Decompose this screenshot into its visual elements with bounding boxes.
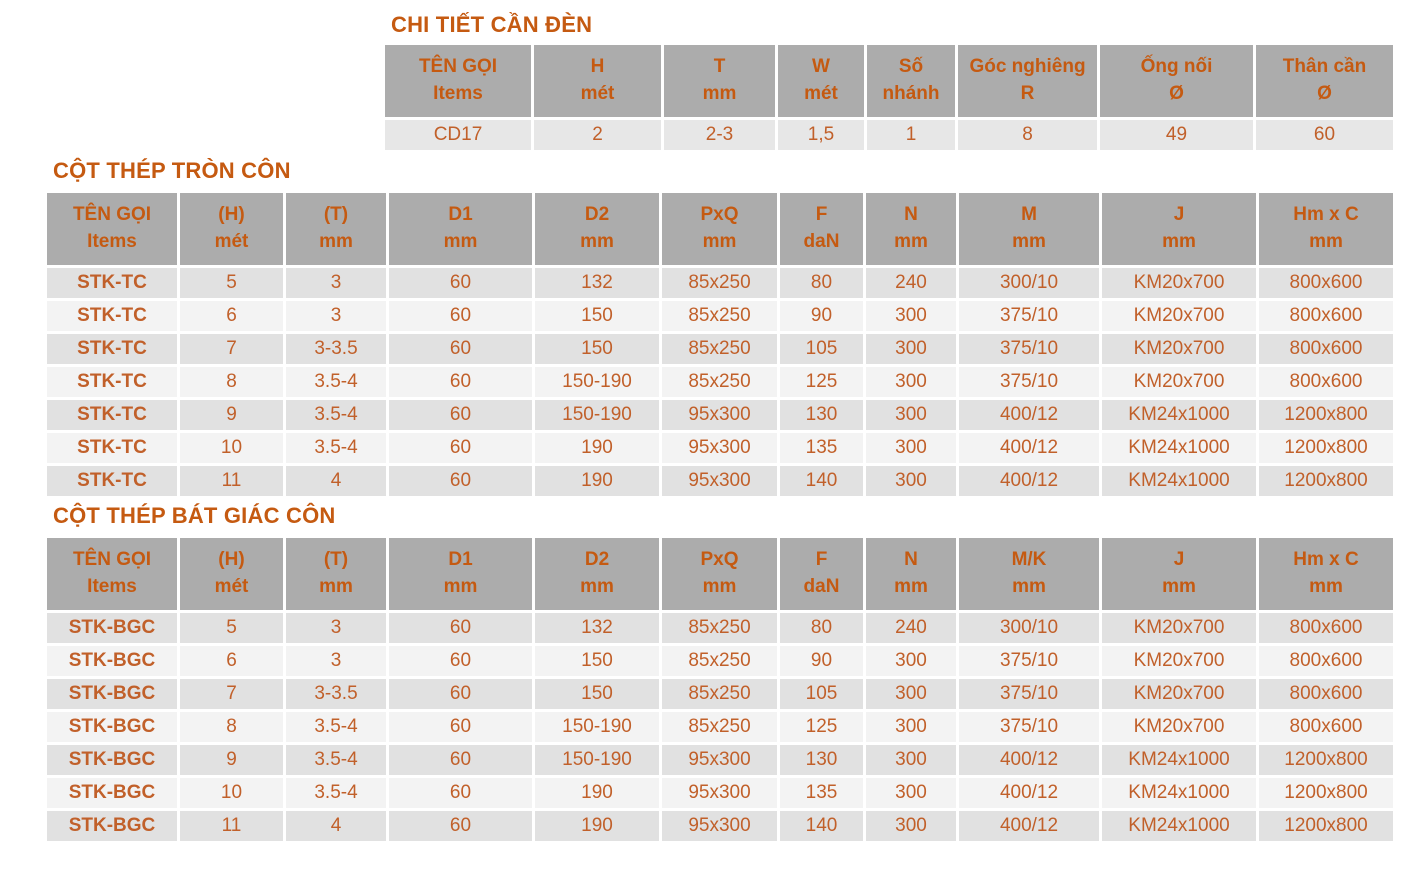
table-cell: 1200x800 [1259,400,1393,430]
table-cell: 60 [389,778,532,808]
table-row [47,334,1393,364]
table-cell: 1200x800 [1259,466,1393,496]
table-cell: 1200x800 [1259,745,1393,775]
section-title-chi-tiet-can-den: CHI TIẾT CẦN ĐÈN [391,12,593,37]
table-cell: 3.5-4 [286,400,386,430]
table-cell: 800x600 [1259,712,1393,742]
table-cell: 4 [286,466,386,496]
table-cell: 85x250 [662,334,777,364]
table-cell: 5 [180,613,283,643]
table-cell: 8 [180,367,283,397]
table-row [47,811,1393,841]
table-cell: 3.5-4 [286,778,386,808]
table-cell: 85x250 [662,367,777,397]
table-cell: 60 [389,301,532,331]
table-cell: STK-TC [47,367,177,397]
header-row [47,538,1393,610]
table-cell: 800x600 [1259,334,1393,364]
table-cell: 3.5-4 [286,712,386,742]
table-cell: KM24x1000 [1102,745,1256,775]
table-cell: 105 [780,334,863,364]
table-cell: 85x250 [662,613,777,643]
column-header: TÊN GỌI Items [47,193,177,265]
table-cell: 800x600 [1259,268,1393,298]
table-cell: 800x600 [1259,646,1393,676]
table-cell: 80 [780,268,863,298]
table-cell: 4 [286,811,386,841]
table-cell: 240 [866,613,956,643]
table-cell: KM20x700 [1102,613,1256,643]
table-cell: 300 [866,778,956,808]
table-cell: 800x600 [1259,679,1393,709]
table-cell: 135 [780,433,863,463]
table-cell: 300 [866,400,956,430]
table-cell: 300 [866,745,956,775]
table-cell: 3.5-4 [286,367,386,397]
table-cell: 800x600 [1259,613,1393,643]
table-cell: 3-3.5 [286,334,386,364]
table-cell: 3 [286,301,386,331]
table-cell: 3 [286,268,386,298]
column-header: N mm [866,193,956,265]
table-cell: 132 [535,268,659,298]
table-cell: 375/10 [959,334,1099,364]
table-cell: 150-190 [535,745,659,775]
table-cell: KM20x700 [1102,646,1256,676]
table-cell: 300 [866,811,956,841]
table-cell: 150 [535,646,659,676]
table-cell: 400/12 [959,433,1099,463]
table-cell: 3-3.5 [286,679,386,709]
column-header: (H) mét [180,538,283,610]
table-row [47,745,1393,775]
column-header: M mm [959,193,1099,265]
table-cell: 150-190 [535,367,659,397]
column-header: D1 mm [389,538,532,610]
column-header: N mm [866,538,956,610]
table-row [47,466,1393,496]
table-cell: 95x300 [662,466,777,496]
column-header: H mét [534,45,661,117]
table-cell: 3 [286,613,386,643]
table-cell: 11 [180,466,283,496]
table-cell: 95x300 [662,745,777,775]
table-row [47,301,1393,331]
table-row [47,433,1393,463]
table-cell: STK-TC [47,433,177,463]
table-cell: 85x250 [662,646,777,676]
table-cell: 300 [866,646,956,676]
table-cell: STK-TC [47,466,177,496]
table-cell: 400/12 [959,811,1099,841]
table-cell: STK-TC [47,334,177,364]
table-cell: 60 [389,400,532,430]
table-row [47,613,1393,643]
column-header: J mm [1102,193,1256,265]
table-cell: 375/10 [959,367,1099,397]
table-cell: KM20x700 [1102,301,1256,331]
section-title-cot-thep-tron-con: CỘT THÉP TRÒN CÔN [53,158,291,183]
header-row [385,45,1393,117]
table-cell: 60 [389,466,532,496]
column-header: M/K mm [959,538,1099,610]
table-cell: KM20x700 [1102,679,1256,709]
table-cell: 140 [780,811,863,841]
table-cell: 150 [535,301,659,331]
round-conical-steel-pole-table [44,190,1396,499]
column-header: (T) mm [286,193,386,265]
table-cell: 9 [180,400,283,430]
column-header: W mét [778,45,864,117]
header-row [47,193,1393,265]
table-cell: KM20x700 [1102,334,1256,364]
table-row [47,367,1393,397]
table-cell: STK-BGC [47,613,177,643]
table-cell: 2-3 [664,120,775,150]
column-header: (H) mét [180,193,283,265]
table-cell: 150-190 [535,400,659,430]
table-row [47,679,1393,709]
table-cell: 130 [780,745,863,775]
table-cell: 130 [780,400,863,430]
column-header: TÊN GỌI Items [385,45,531,117]
table-cell: 85x250 [662,679,777,709]
table-cell: 375/10 [959,301,1099,331]
table-cell: 1 [867,120,955,150]
table-row [47,712,1393,742]
table-cell: 1200x800 [1259,811,1393,841]
table-cell: 125 [780,367,863,397]
table-cell: 6 [180,301,283,331]
table-cell: 800x600 [1259,367,1393,397]
lamp-arm-detail-table [382,42,1396,153]
table-row [385,120,1393,150]
table-cell: 60 [1256,120,1393,150]
table-cell: 125 [780,712,863,742]
table-cell: 60 [389,334,532,364]
table-cell: 150 [535,679,659,709]
table-cell: 190 [535,466,659,496]
table-cell: 135 [780,778,863,808]
table-cell: 9 [180,745,283,775]
table-cell: 60 [389,712,532,742]
table-cell: 400/12 [959,466,1099,496]
table-row [47,268,1393,298]
table-cell: 60 [389,811,532,841]
table-cell: 85x250 [662,301,777,331]
table-cell: 300 [866,334,956,364]
table-cell: 95x300 [662,433,777,463]
table-cell: KM20x700 [1102,268,1256,298]
table-cell: 90 [780,301,863,331]
column-header: D1 mm [389,193,532,265]
table-cell: 300 [866,301,956,331]
column-header: D2 mm [535,193,659,265]
table-cell: 49 [1100,120,1253,150]
table-cell: 1200x800 [1259,778,1393,808]
table-cell: STK-BGC [47,745,177,775]
table-cell: 60 [389,745,532,775]
table-cell: 90 [780,646,863,676]
table-cell: 300 [866,367,956,397]
table-cell: 132 [535,613,659,643]
table-cell: 150 [535,334,659,364]
table-cell: 140 [780,466,863,496]
table-cell: 190 [535,811,659,841]
table-cell: 85x250 [662,268,777,298]
table-cell: STK-BGC [47,778,177,808]
table-row [47,646,1393,676]
column-header: Góc nghiêng R [958,45,1097,117]
table-cell: STK-BGC [47,679,177,709]
table-cell: 3.5-4 [286,745,386,775]
table-cell: 375/10 [959,712,1099,742]
table-cell: 95x300 [662,811,777,841]
column-header: D2 mm [535,538,659,610]
table-cell: 5 [180,268,283,298]
column-header: TÊN GỌI Items [47,538,177,610]
table-cell: 7 [180,334,283,364]
table-cell: KM24x1000 [1102,778,1256,808]
table-cell: KM20x700 [1102,367,1256,397]
table-cell: 95x300 [662,400,777,430]
table-cell: 7 [180,679,283,709]
table-cell: 60 [389,646,532,676]
table-cell: STK-BGC [47,646,177,676]
table-cell: STK-TC [47,268,177,298]
table-cell: 800x600 [1259,301,1393,331]
table-cell: STK-BGC [47,811,177,841]
table-cell: 400/12 [959,778,1099,808]
table-cell: 400/12 [959,400,1099,430]
column-header: J mm [1102,538,1256,610]
table-cell: 240 [866,268,956,298]
table-cell: 300 [866,679,956,709]
table-cell: STK-BGC [47,712,177,742]
table-cell: 10 [180,778,283,808]
table-cell: KM20x700 [1102,712,1256,742]
table-cell: 10 [180,433,283,463]
table-cell: 300 [866,712,956,742]
column-header: Hm x C mm [1259,538,1393,610]
table-cell: 60 [389,367,532,397]
table-cell: 60 [389,613,532,643]
column-header: (T) mm [286,538,386,610]
table-row [47,400,1393,430]
table-cell: KM24x1000 [1102,433,1256,463]
column-header: Số nhánh [867,45,955,117]
table-cell: 375/10 [959,646,1099,676]
table-cell: 1200x800 [1259,433,1393,463]
table-cell: 3 [286,646,386,676]
column-header: PxQ mm [662,538,777,610]
table-cell: KM24x1000 [1102,400,1256,430]
column-header: PxQ mm [662,193,777,265]
column-header: F daN [780,538,863,610]
table-cell: 190 [535,778,659,808]
table-cell: 60 [389,679,532,709]
table-cell: 85x250 [662,712,777,742]
table-cell: 190 [535,433,659,463]
column-header: Thân cần Ø [1256,45,1393,117]
column-header: Hm x C mm [1259,193,1393,265]
table-cell: 400/12 [959,745,1099,775]
table-cell: 300/10 [959,268,1099,298]
section-title-cot-thep-bat-giac-con: CỘT THÉP BÁT GIÁC CÔN [53,503,336,528]
table-cell: STK-TC [47,400,177,430]
table-cell: 80 [780,613,863,643]
table-cell: 95x300 [662,778,777,808]
table-cell: 8 [180,712,283,742]
table-cell: CD17 [385,120,531,150]
table-cell: 300 [866,466,956,496]
table-cell: 105 [780,679,863,709]
table-cell: 6 [180,646,283,676]
table-cell: KM24x1000 [1102,811,1256,841]
table-cell: STK-TC [47,301,177,331]
table-cell: 1,5 [778,120,864,150]
table-cell: 8 [958,120,1097,150]
table-cell: KM24x1000 [1102,466,1256,496]
table-cell: 300/10 [959,613,1099,643]
table-cell: 60 [389,433,532,463]
table-cell: 375/10 [959,679,1099,709]
column-header: T mm [664,45,775,117]
table-row [47,778,1393,808]
table-cell: 2 [534,120,661,150]
table-cell: 300 [866,433,956,463]
table-cell: 60 [389,268,532,298]
column-header: Ống nối Ø [1100,45,1253,117]
table-cell: 150-190 [535,712,659,742]
column-header: F daN [780,193,863,265]
table-cell: 3.5-4 [286,433,386,463]
octagonal-conical-steel-pole-table [44,535,1396,844]
table-cell: 11 [180,811,283,841]
